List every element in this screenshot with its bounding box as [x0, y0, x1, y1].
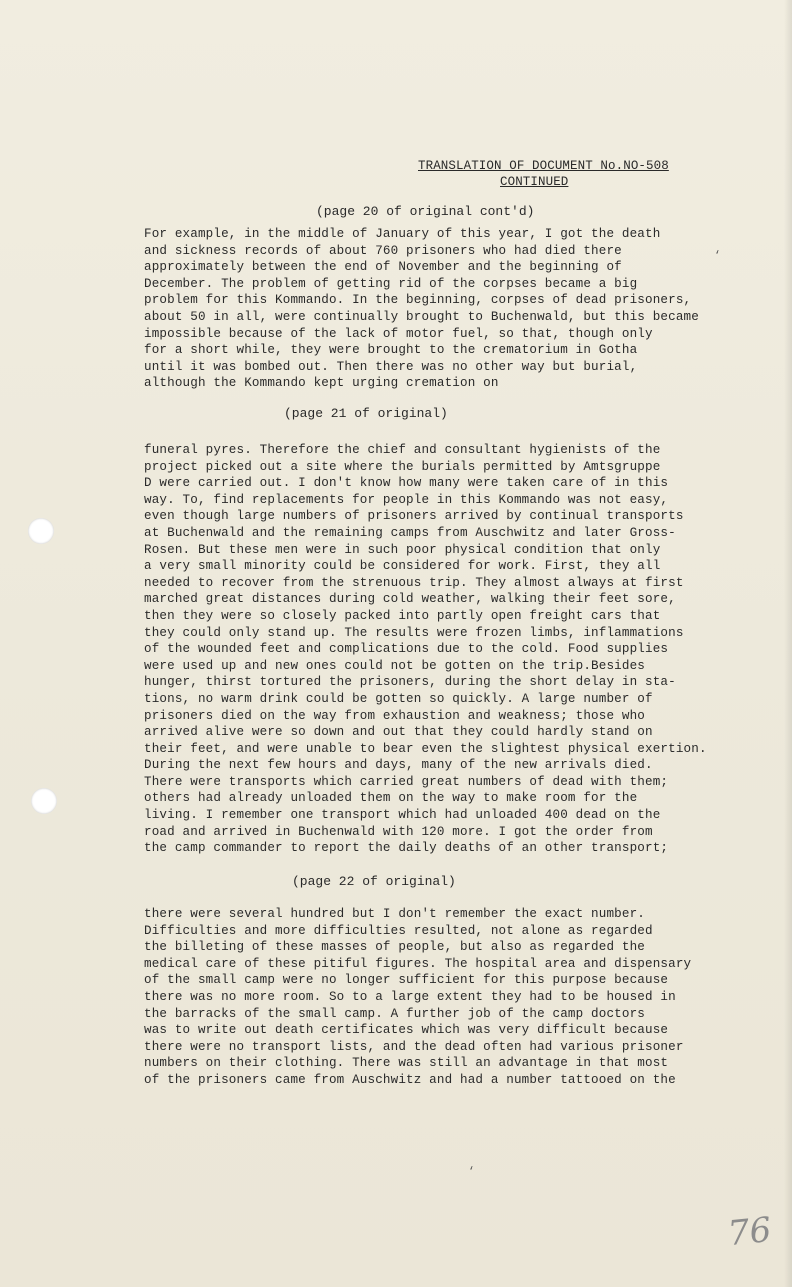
text-line: funeral pyres. Therefore the chief and consultant hygienists of the: [144, 443, 661, 457]
paragraph-3: [144, 906, 744, 1089]
handwritten-folio-number: 76: [726, 1209, 774, 1255]
page-marker-22: (page 22 of original): [292, 874, 456, 889]
text-line: they could only stand up. The results were frozen limbs, inflammations: [144, 625, 684, 640]
text-line: approximately between the end of November and the beginning of: [144, 260, 622, 275]
text-line: prisoners died on the way from exhaustion and weakness; those who: [144, 708, 645, 723]
text-line: road and arrived in Buchenwald with 120 more. I got the order from: [144, 824, 653, 839]
text-line: living. I remember one transport which had unloaded 400 dead on the: [144, 808, 661, 823]
text-line: December. The problem of getting rid of the corpses became a big: [144, 276, 638, 291]
text-line: Difficulties and more difficulties resulted, not alone as regarded: [144, 923, 653, 938]
text-line: of the small camp were no longer sufficient for this purpose because: [144, 973, 669, 988]
punch-hole-top: [28, 518, 54, 544]
text-line: During the next few hours and days, many of the new arrivals died.: [144, 758, 653, 773]
text-line: impossible because of the lack of motor fuel, so that, though only: [144, 326, 653, 341]
text-line: the camp commander to report the daily deaths of an other transport;: [144, 841, 669, 856]
text-line: the billeting of these masses of people, but also as regarded the: [144, 940, 645, 955]
text-line: then they were so closely packed into partly open freight cars that: [144, 608, 661, 623]
text-line: problem for this Kommando. In the beginning, corpses of dead prisoners,: [144, 293, 692, 308]
text-line: about 50 in all, were continually brought to Buchenwald, but this became: [144, 309, 699, 324]
text-line: were used up and new ones could not be gotten on the trip.Besides: [144, 658, 645, 673]
text-line: marched great distances during cold weather, walking their feet sore,: [144, 592, 676, 607]
text-line: There were transports which carried great numbers of dead with them;: [144, 774, 669, 789]
text-line: way. To, find replacements for people in this Kommando was not easy,: [144, 492, 669, 507]
heading-title: TRANSLATION OF DOCUMENT No.NO-508: [418, 159, 669, 173]
text-line: hunger, thirst tortured the prisoners, during the short delay in sta-: [144, 675, 676, 690]
text-line: needed to recover from the strenuous trip. They almost always at first: [144, 575, 684, 590]
text-line: of the wounded feet and complications due to the cold. Food supplies: [144, 642, 669, 657]
text-line: project picked out a site where the burials permitted by Amtsgruppe: [144, 459, 661, 474]
document-heading: [418, 158, 708, 190]
text-line: even though large numbers of prisoners arrived by continual transports: [144, 509, 684, 524]
text-line: tions, no warm drink could be gotten so quickly. A large number of: [144, 691, 653, 706]
text-line: there were several hundred but I don't remember the exact number.: [144, 907, 645, 921]
text-line: D were carried out. I don't know how many were taken care of in this: [144, 476, 669, 491]
text-line: arrived alive were so down and out that they could hardly stand on: [144, 725, 653, 740]
punch-hole-bottom: [31, 788, 57, 814]
paragraph-2: [144, 442, 744, 857]
text-line: there were no transport lists, and the dead often had various prisoner: [144, 1039, 684, 1054]
text-line: numbers on their clothing. There was still an advantage in that most: [144, 1056, 669, 1071]
text-line: For example, in the middle of January of this year, I got the death: [144, 227, 661, 241]
paragraph-1: [144, 226, 744, 392]
text-line: was to write out death certificates which was very difficult because: [144, 1023, 669, 1038]
text-line: until it was bombed out. Then there was no other way but burial,: [144, 359, 638, 374]
text-line: and sickness records of about 760 prisoners who had died there: [144, 243, 622, 258]
stray-mark: ‘: [714, 250, 721, 262]
heading-subtitle: CONTINUED: [500, 175, 569, 189]
text-line: Rosen. But these men were in such poor physical condition that only: [144, 542, 661, 557]
text-line: of the prisoners came from Auschwitz and had a number tattooed on the: [144, 1072, 676, 1087]
text-line: their feet, and were unable to bear even the slightest physical exertion.: [144, 741, 707, 756]
text-line: there was no more room. So to a large extent they had to be housed in: [144, 989, 676, 1004]
text-line: medical care of these pitiful figures. The hospital area and dispensary: [144, 956, 692, 971]
stray-mark: ‘: [468, 1166, 475, 1178]
text-line: others had already unloaded them on the way to make room for the: [144, 791, 638, 806]
text-line: although the Kommando kept urging cremation on: [144, 376, 499, 391]
text-line: at Buchenwald and the remaining camps from Auschwitz and later Gross-: [144, 525, 676, 540]
text-line: the barracks of the small camp. A further job of the camp doctors: [144, 1006, 645, 1021]
text-line: a very small minority could be considered for work. First, they all: [144, 559, 661, 574]
text-line: for a short while, they were brought to the crematorium in Gotha: [144, 343, 638, 358]
page-edge-shadow: [784, 0, 792, 1287]
page-marker-21: (page 21 of original): [284, 406, 448, 421]
page-marker-20: (page 20 of original cont'd): [316, 204, 535, 219]
